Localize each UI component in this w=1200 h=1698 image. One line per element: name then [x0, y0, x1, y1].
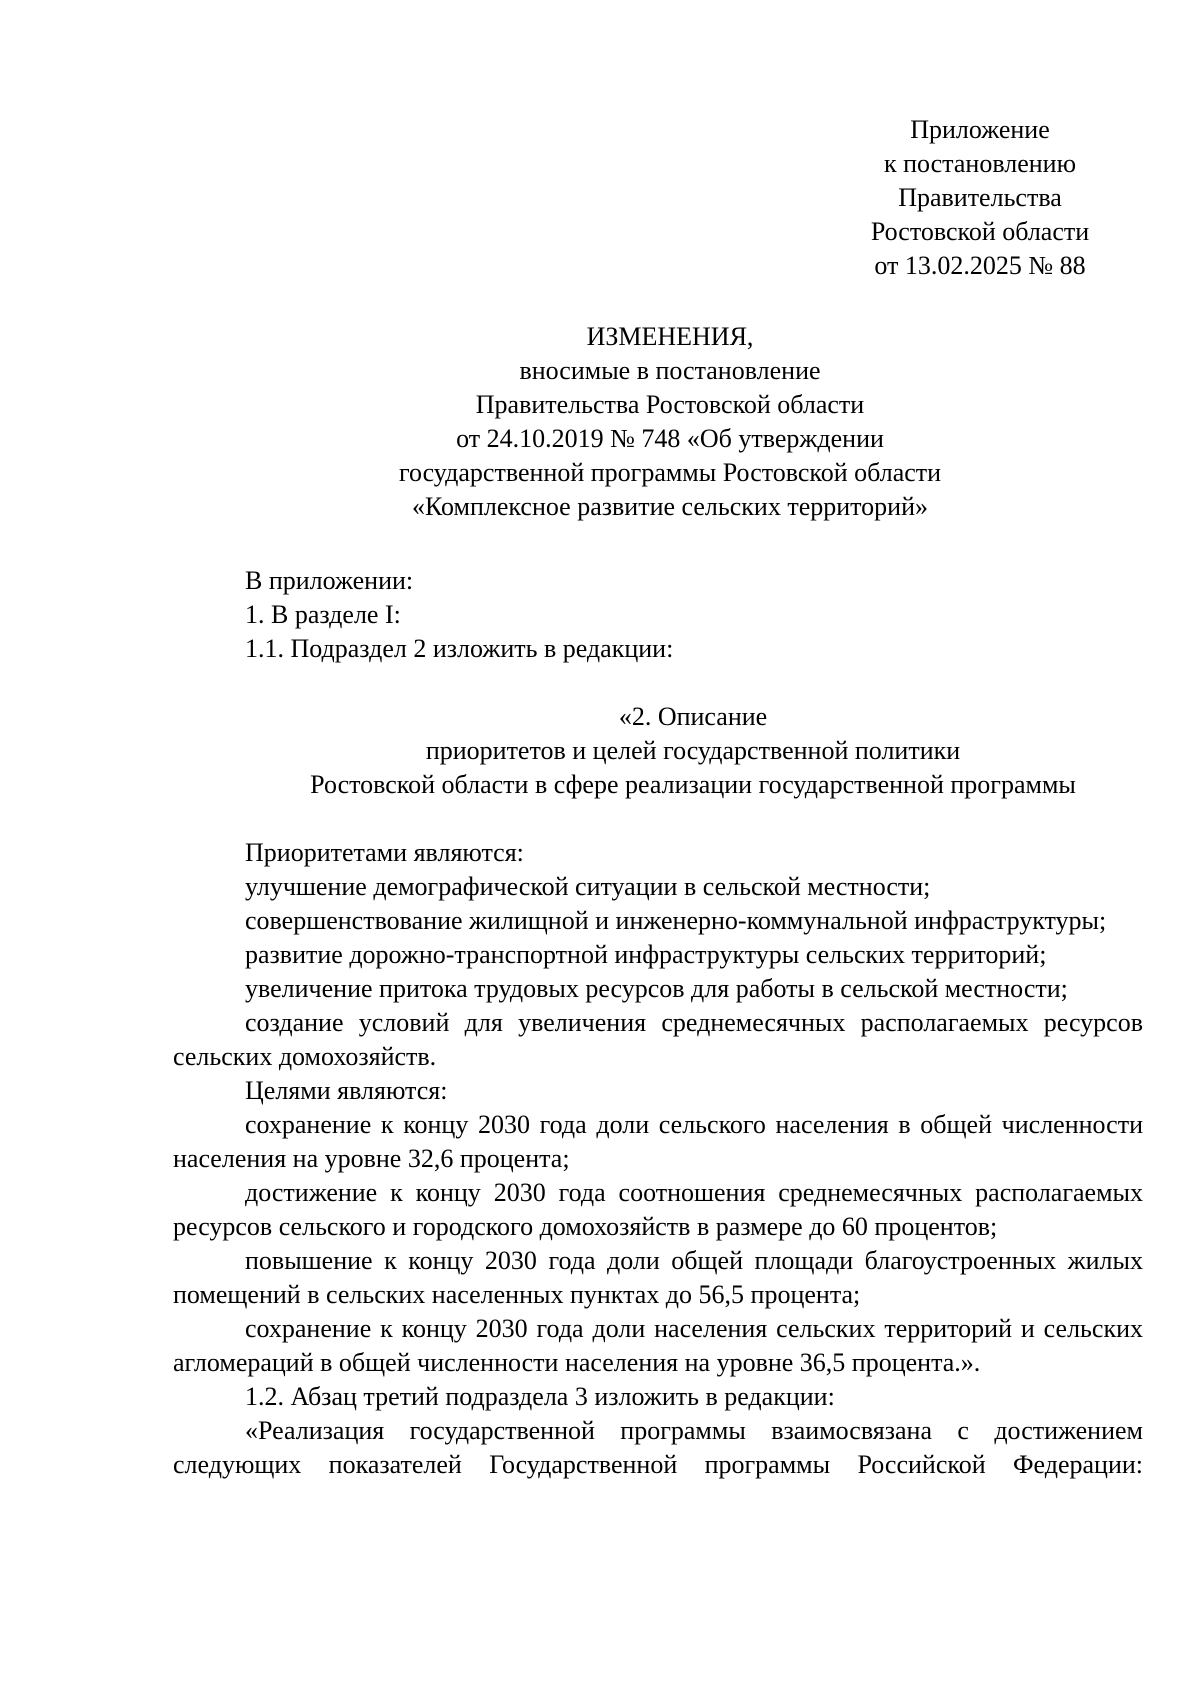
section-heading	[243, 700, 1143, 802]
paragraph: сохранение к концу 2030 года доли населения сельских территорий и сельских агломераций в общей численности населения на уровне 36,5 процента.».	[173, 1314, 1143, 1377]
paragraph: сохранение к концу 2030 года доли сельского населения в общей численности населения на уровне 32,6 процента;	[173, 1110, 1143, 1173]
document-title	[230, 320, 1110, 524]
paragraph: Целями являются:	[245, 1076, 448, 1105]
paragraph: улучшение демографической ситуации в сельской местности;	[245, 872, 931, 901]
section-heading-line: приоритетов и целей государственной политики	[425, 736, 961, 765]
section-heading-line: Ростовской области в сфере реализации государственной программы	[310, 770, 1076, 799]
document-body	[173, 564, 1143, 1482]
appendix-header	[835, 113, 1125, 283]
title-line: государственной программы Ростовской области	[398, 458, 942, 487]
spacer	[173, 802, 1143, 836]
paragraph: совершенствование жилищной и инженерно-коммунальной инфраструктуры;	[245, 906, 1107, 935]
appendix-line: Приложение	[910, 115, 1050, 144]
paragraph: 1.2. Абзац третий подраздела 3 изложить в редакции:	[245, 1382, 835, 1411]
paragraph: увеличение притока трудовых ресурсов для работы в сельской местности;	[245, 974, 1068, 1003]
paragraph: «Реализация государственной программы взаимосвязана с достижением следующих показателей Государственной программы Российской Федерации:	[173, 1416, 1143, 1479]
paragraph: развитие дорожно-транспортной инфраструктуры сельских территорий;	[245, 940, 1047, 969]
intro-line: В приложении:	[245, 566, 414, 595]
paragraph: Приоритетами являются:	[245, 838, 524, 867]
appendix-line: от 13.02.2025 № 88	[874, 251, 1086, 280]
appendix-line: Ростовской области	[870, 217, 1090, 246]
section-heading-line: «2. Описание	[618, 702, 768, 731]
intro-line: 1.1. Подраздел 2 изложить в редакции:	[245, 634, 674, 663]
title-heading: ИЗМЕНЕНИЯ,	[586, 322, 754, 351]
appendix-line: к постановлению	[883, 149, 1077, 178]
title-line: Правительства Ростовской области	[475, 390, 865, 419]
spacer	[173, 666, 1143, 700]
title-line: вносимые в постановление	[519, 356, 821, 385]
paragraph: создание условий для увеличения среднемесячных располагаемых ресурсов сельских домохозяйств.	[173, 1008, 1143, 1071]
title-line: «Комплексное развитие сельских территорий»	[411, 492, 929, 521]
appendix-line: Правительства	[898, 183, 1062, 212]
title-line: от 24.10.2019 № 748 «Об утверждении	[456, 424, 884, 453]
paragraph: достижение к концу 2030 года соотношения среднемесячных располагаемых ресурсов сельского и городского домохозяйств в размере до 60 процентов;	[173, 1178, 1143, 1241]
paragraph: повышение к концу 2030 года доли общей площади благоустроенных жилых помещений в сельских населенных пунктах до 56,5 процента;	[173, 1246, 1143, 1309]
intro-line: 1. В разделе I:	[245, 600, 401, 629]
